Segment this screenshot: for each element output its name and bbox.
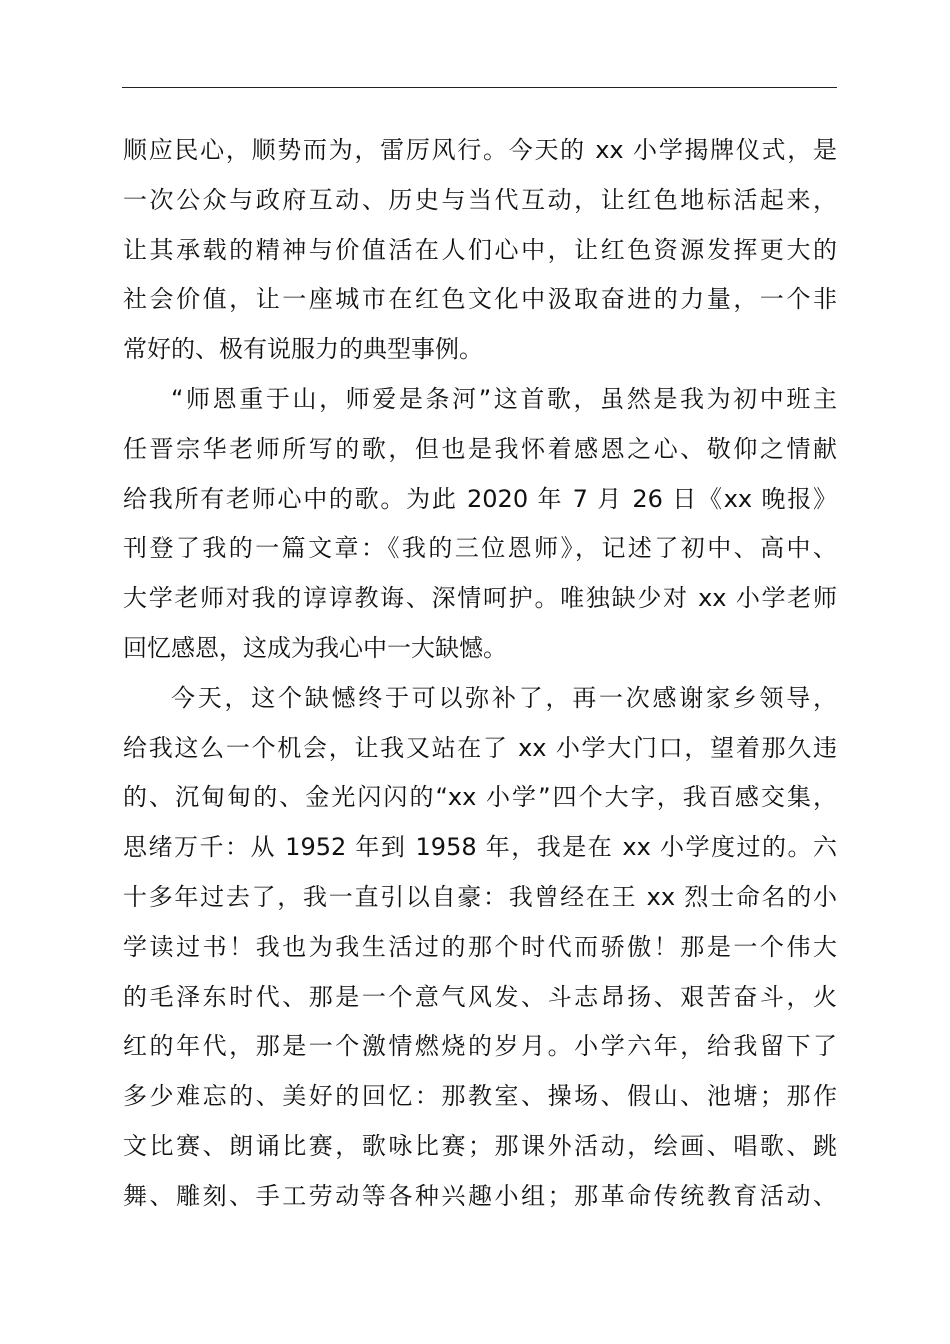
text-line: 任晋宗华老师所写的歌，但也是我怀着感恩之心、敬仰之情献 — [123, 434, 837, 463]
text-line: 大学老师对我的谆谆教诲、深情呵护。唯独缺少对 xx 小学老师 — [123, 584, 837, 613]
text-line: 十多年过去了，我一直引以自豪：我曾经在王 xx 烈士命名的小 — [123, 882, 837, 911]
text-line: 红的年代，那是一个激情燃烧的岁月。小学六年，给我留下了 — [123, 1032, 837, 1061]
document-body — [123, 126, 837, 1222]
text-line: 回忆感恩，这成为我心中一大缺憾。 — [123, 633, 507, 662]
text-line: 多少难忘的、美好的回忆：那教室、操场、假山、池塘；那作 — [123, 1082, 837, 1111]
text-line: “师恩重于山，师爱是条河”这首歌，虽然是我为初中班主 — [171, 384, 837, 413]
header-rule — [122, 87, 837, 88]
text-line: 今天，这个缺憾终于可以弥补了，再一次感谢家乡领导， — [171, 683, 837, 712]
text-line: 社会价值，让一座城市在红色文化中汲取奋进的力量，一个非 — [123, 285, 837, 314]
text-line: 给我这么一个机会，让我又站在了 xx 小学大门口，望着那久违 — [123, 733, 837, 762]
text-line: 的、沉甸甸的、金光闪闪的“xx 小学”四个大字，我百感交集， — [123, 783, 837, 812]
text-line: 的毛泽东时代、那是一个意气风发、斗志昂扬、艰苦奋斗，火 — [123, 982, 837, 1011]
text-line: 刊登了我的一篇文章：《我的三位恩师》，记述了初中、高中、 — [123, 534, 837, 563]
paragraph-1 — [123, 126, 837, 375]
paragraph-2 — [123, 375, 837, 674]
text-line: 一次公众与政府互动、历史与当代互动，让红色地标活起来， — [123, 185, 837, 214]
text-line: 思绪万千：从 1952 年到 1958 年，我是在 xx 小学度过的。六 — [123, 833, 837, 862]
text-line: 顺应民心，顺势而为，雷厉风行。今天的 xx 小学揭牌仪式，是 — [123, 136, 837, 164]
text-line: 给我所有老师心中的歌。为此 2020 年 7 月 26 日《xx 晚报》 — [123, 484, 837, 513]
text-line: 舞、雕刻、手工劳动等各种兴趣小组；那革命传统教育活动、 — [123, 1181, 837, 1210]
text-line: 让其承载的精神与价值活在人们心中，让红色资源发挥更大的 — [123, 235, 837, 264]
paragraph-3 — [123, 674, 837, 1222]
text-line: 文比赛、朗诵比赛，歌咏比赛；那课外活动，绘画、唱歌、跳 — [123, 1131, 837, 1160]
text-line: 学读过书！我也为我生活过的那个时代而骄傲！那是一个伟大 — [123, 932, 837, 961]
text-line: 常好的、极有说服力的典型事例。 — [123, 335, 483, 364]
